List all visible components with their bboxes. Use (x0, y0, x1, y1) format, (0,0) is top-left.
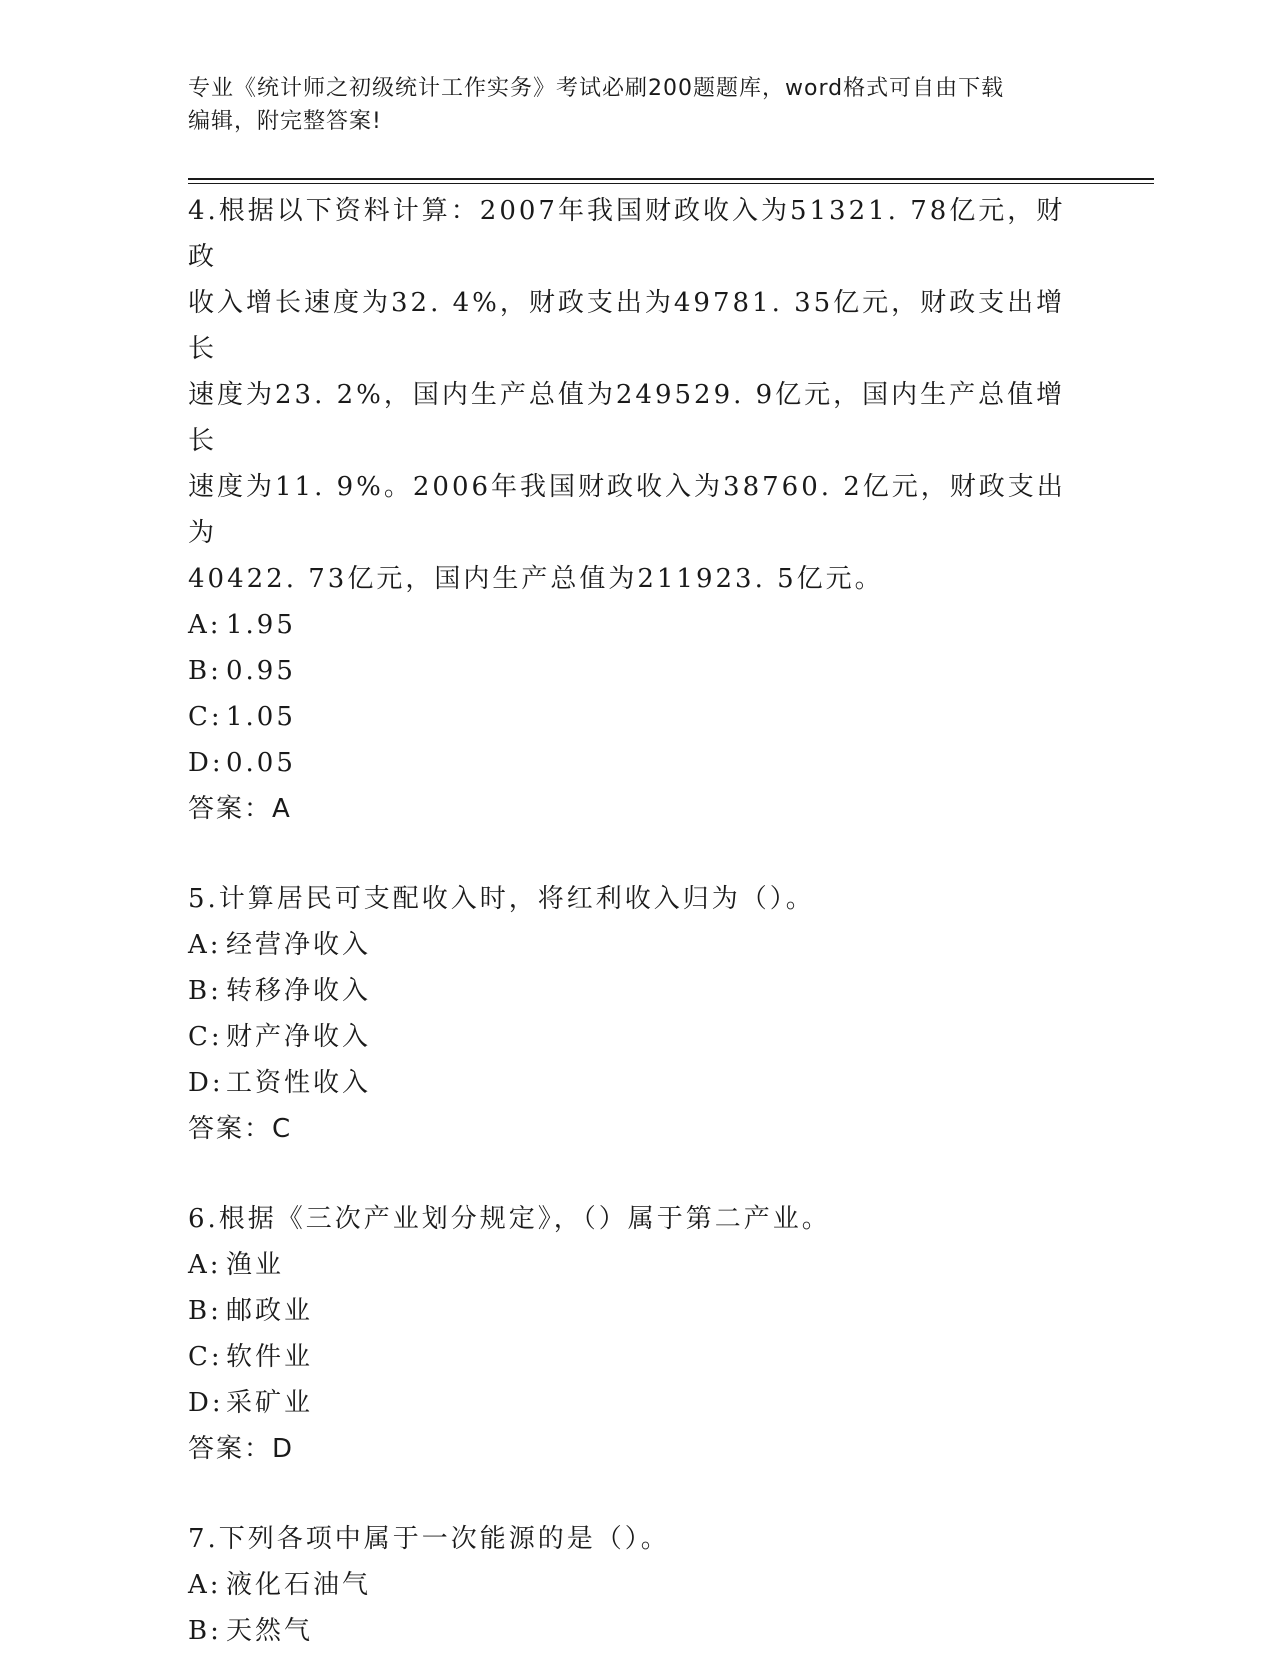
option-text: 0.95 (226, 656, 296, 686)
option-b (188, 1288, 1088, 1334)
question-4 (188, 188, 1088, 832)
option-letter: A: (188, 930, 222, 960)
question-spacer (188, 1152, 1088, 1196)
option-b (188, 1608, 1088, 1654)
option-text: 工资性收入 (226, 1068, 372, 1098)
question-stem-line: 速度为23. 2%，国内生产总值为249529. 9亿元，国内生产总值增长 (188, 380, 1066, 456)
question-stem-line: 6.根据《三次产业划分规定》，（）属于第二产业。 (188, 1204, 831, 1234)
question-stem-line: 5.计算居民可支配收入时，将红利收入归为（）。 (188, 884, 815, 914)
question-5 (188, 876, 1088, 1152)
header-divider (188, 178, 1154, 180)
option-c (188, 694, 1088, 740)
option-letter: D: (188, 1388, 224, 1418)
option-letter: A: (188, 1570, 222, 1600)
header-title-line-1: 专业《统计师之初级统计工作实务》考试必刷200题题库，word格式可自由下载 (188, 76, 1005, 101)
option-letter: A: (188, 610, 222, 640)
option-letter: D: (188, 748, 224, 778)
question-stem-line: 收入增长速度为32. 4%，财政支出为49781. 35亿元，财政支出增长 (188, 288, 1066, 364)
option-d (188, 740, 1088, 786)
option-c (188, 1334, 1088, 1380)
option-text: 渔业 (226, 1250, 285, 1280)
option-letter: B: (188, 1616, 222, 1646)
option-d (188, 1060, 1088, 1106)
question-stem-line: 40422. 73亿元，国内生产总值为211923. 5亿元。 (188, 564, 884, 594)
option-text: 液化石油气 (226, 1570, 372, 1600)
option-letter: D: (188, 1068, 224, 1098)
option-letter: C: (188, 1342, 223, 1372)
option-letter: A: (188, 1250, 222, 1280)
option-text: 邮政业 (226, 1296, 314, 1326)
option-a (188, 602, 1088, 648)
option-text: 软件业 (226, 1342, 314, 1372)
question-stem-line: 4.根据以下资料计算：2007年我国财政收入为51321. 78亿元，财政 (188, 196, 1066, 272)
question-spacer (188, 1472, 1088, 1516)
question-stem-line: 7.下列各项中属于一次能源的是（）。 (188, 1524, 670, 1554)
option-letter: B: (188, 1296, 222, 1326)
option-letter: C: (188, 702, 223, 732)
option-b (188, 968, 1088, 1014)
document-header (188, 72, 1068, 138)
option-text: 转移净收入 (226, 976, 372, 1006)
option-a (188, 1562, 1088, 1608)
header-title-line-2: 编辑，附完整答案! (188, 109, 382, 134)
option-text: 0.05 (226, 748, 296, 778)
option-text: 1.05 (226, 702, 296, 732)
question-7 (188, 1516, 1088, 1654)
option-a (188, 922, 1088, 968)
option-letter: B: (188, 656, 222, 686)
question-list (188, 188, 1088, 1654)
option-letter: C: (188, 1022, 223, 1052)
question-stem-line: 速度为11. 9%。2006年我国财政收入为38760. 2亿元，财政支出为 (188, 472, 1066, 548)
answer-line: 答案：C (188, 1114, 293, 1144)
option-text: 经营净收入 (226, 930, 372, 960)
option-c (188, 1014, 1088, 1060)
option-text: 天然气 (226, 1616, 314, 1646)
option-text: 财产净收入 (226, 1022, 372, 1052)
option-text: 1.95 (226, 610, 296, 640)
question-6 (188, 1196, 1088, 1472)
option-d (188, 1380, 1088, 1426)
option-letter: B: (188, 976, 222, 1006)
answer-line: 答案：A (188, 794, 292, 824)
answer-line: 答案：D (188, 1434, 295, 1464)
question-spacer (188, 832, 1088, 876)
option-a (188, 1242, 1088, 1288)
option-text: 采矿业 (226, 1388, 314, 1418)
option-b (188, 648, 1088, 694)
header-divider-thin (188, 183, 1154, 184)
